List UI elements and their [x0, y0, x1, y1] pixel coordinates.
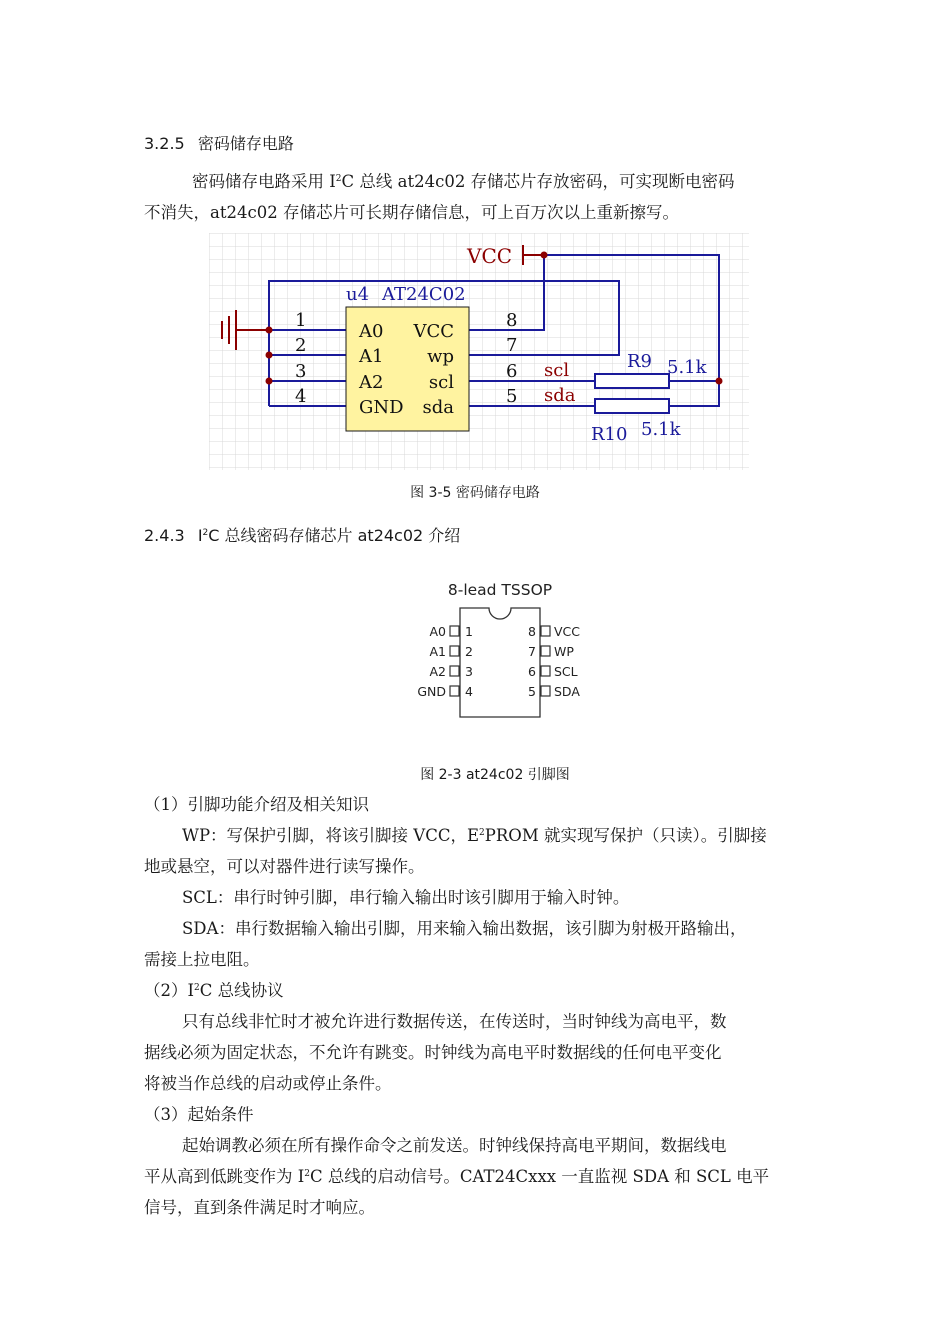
r10-value: 5.1k — [641, 419, 681, 440]
pin-number: 3 — [465, 664, 473, 679]
intro-line-1: 密码储存电路采用 $I^2C$ 总线 at24c02 存储芯片存放密码，可实现断电密码 — [192, 172, 735, 191]
net-label-scl: scl — [544, 360, 570, 381]
pin-number: 1 — [465, 624, 473, 639]
pin-name: GND — [417, 684, 446, 699]
pin-box — [541, 686, 550, 696]
tssop-pinout-diagram — [405, 575, 595, 723]
pin-number: 4 — [295, 386, 307, 407]
section-heading-2-4-3 — [144, 523, 460, 546]
pin-name: A0 — [359, 321, 384, 342]
pin-number: 2 — [295, 335, 307, 356]
sda-line-1: SDA：串行数据输入输出引脚，用来输入输出数据，该引脚为射极开路输出， — [182, 919, 747, 938]
pin-name: A2 — [429, 664, 446, 679]
net-label-sda: sda — [544, 385, 576, 406]
section-title: 密码储存电路 — [197, 134, 294, 153]
section-number: 3.2.5 — [144, 134, 185, 153]
pin-box — [541, 646, 550, 656]
figure-3-5-caption: 图 3-5 密码储存电路 — [410, 485, 540, 501]
pin-number: 1 — [295, 310, 307, 331]
pin-box — [450, 626, 459, 636]
resistor-r9 — [595, 374, 669, 388]
pin-number: 5 — [506, 386, 518, 407]
start-condition-line-1: 起始调教必须在所有操作命令之前发送。时钟线保持高电平期间，数据线电 — [182, 1136, 727, 1155]
figure-2-3-caption: 图 2-3 at24c02 引脚图 — [420, 767, 570, 783]
pin-box — [541, 626, 550, 636]
chip-ref: u4 — [346, 284, 370, 305]
r9-value: 5.1k — [667, 357, 707, 378]
r9-ref: R9 — [627, 351, 653, 372]
junction-dot — [716, 378, 723, 385]
junction-dot — [266, 378, 273, 385]
pin-number: 3 — [295, 361, 307, 382]
pin-name: VCC — [413, 321, 454, 342]
intro-line-2: 不消失，at24c02 存储芯片可长期存储信息，可上百万次以上重新擦写。 — [144, 203, 679, 222]
pin-box — [450, 646, 459, 656]
bus-protocol-line-1: 只有总线非忙时才被允许进行数据传送，在传送时，当时钟线为高电平，数 — [182, 1012, 727, 1031]
pin-number: 2 — [465, 644, 473, 659]
scl-line: SCL：串行时钟引脚，串行输入输出时该引脚用于输入时钟。 — [182, 888, 630, 907]
junction-dot — [266, 352, 273, 359]
section-title: $I^2C$ 总线密码存储芯片 at24c02 介绍 — [197, 526, 461, 545]
pin-name: wp — [427, 346, 454, 367]
pin-name: A1 — [359, 346, 384, 367]
section-number: 2.4.3 — [144, 526, 185, 545]
pin-box — [450, 686, 459, 696]
list-heading-3: （3）起始条件 — [144, 1105, 254, 1124]
pin-name: VCC — [554, 624, 581, 639]
right-pin-boxes — [541, 626, 550, 696]
bus-protocol-line-2: 据线必须为固定状态，不允许有跳变。时钟线为高电平时数据线的任何电平变化 — [144, 1043, 722, 1062]
pin-box — [541, 666, 550, 676]
chip-name: AT24C02 — [382, 284, 466, 305]
pin-name: GND — [359, 397, 404, 418]
pin-number: 4 — [465, 684, 473, 699]
pin-number: 6 — [506, 361, 518, 382]
pin-name: SCL — [554, 664, 578, 679]
pin-name: scl — [428, 372, 454, 393]
pin-name: SDA — [554, 684, 580, 699]
pin-number: 7 — [506, 335, 518, 356]
section-heading-3-2-5 — [144, 131, 294, 154]
pin-name: sda — [422, 397, 454, 418]
r10-ref: R10 — [591, 424, 628, 445]
left-pin-boxes — [450, 626, 459, 696]
pin-name: A2 — [359, 372, 384, 393]
list-heading-2: $(2)I^2C$ 总线协议 — [144, 981, 284, 1000]
pin-number: 5 — [528, 684, 536, 699]
password-storage-schematic — [209, 233, 749, 470]
junction-dot — [541, 252, 548, 259]
vcc-label: VCC — [467, 244, 513, 268]
list-heading-1: （1）引脚功能介绍及相关知识 — [144, 795, 369, 814]
start-condition-line-2: 平从高到低跳变作为 $I^2C$ 总线的启动信号。CAT24Cxxx 一直监视 SDA 和 SCL 电平 — [144, 1167, 770, 1186]
bus-protocol-line-3: 将被当作总线的启动或停止条件。 — [144, 1074, 392, 1093]
pin-name: WP — [554, 644, 574, 659]
pin-number: 8 — [506, 310, 518, 331]
pin-name: A1 — [429, 644, 446, 659]
package-title: 8-lead TSSOP — [447, 581, 553, 599]
sda-line-2: 需接上拉电阻。 — [144, 950, 260, 969]
pin-box — [450, 666, 459, 676]
pin-number: 8 — [528, 624, 536, 639]
wp-line-1: WP：写保护引脚，将该引脚接 VCC，$E^2PROM$ 就实现写保护（只读）。引脚接 — [182, 826, 767, 845]
resistor-r10 — [595, 399, 669, 413]
wp-line-2: 地或悬空，可以对器件进行读写操作。 — [144, 857, 425, 876]
pin-name: A0 — [429, 624, 446, 639]
junction-dot — [266, 327, 273, 334]
pin-number: 6 — [528, 664, 536, 679]
pin-number: 7 — [528, 644, 536, 659]
start-condition-line-3: 信号，直到条件满足时才响应。 — [144, 1198, 375, 1217]
